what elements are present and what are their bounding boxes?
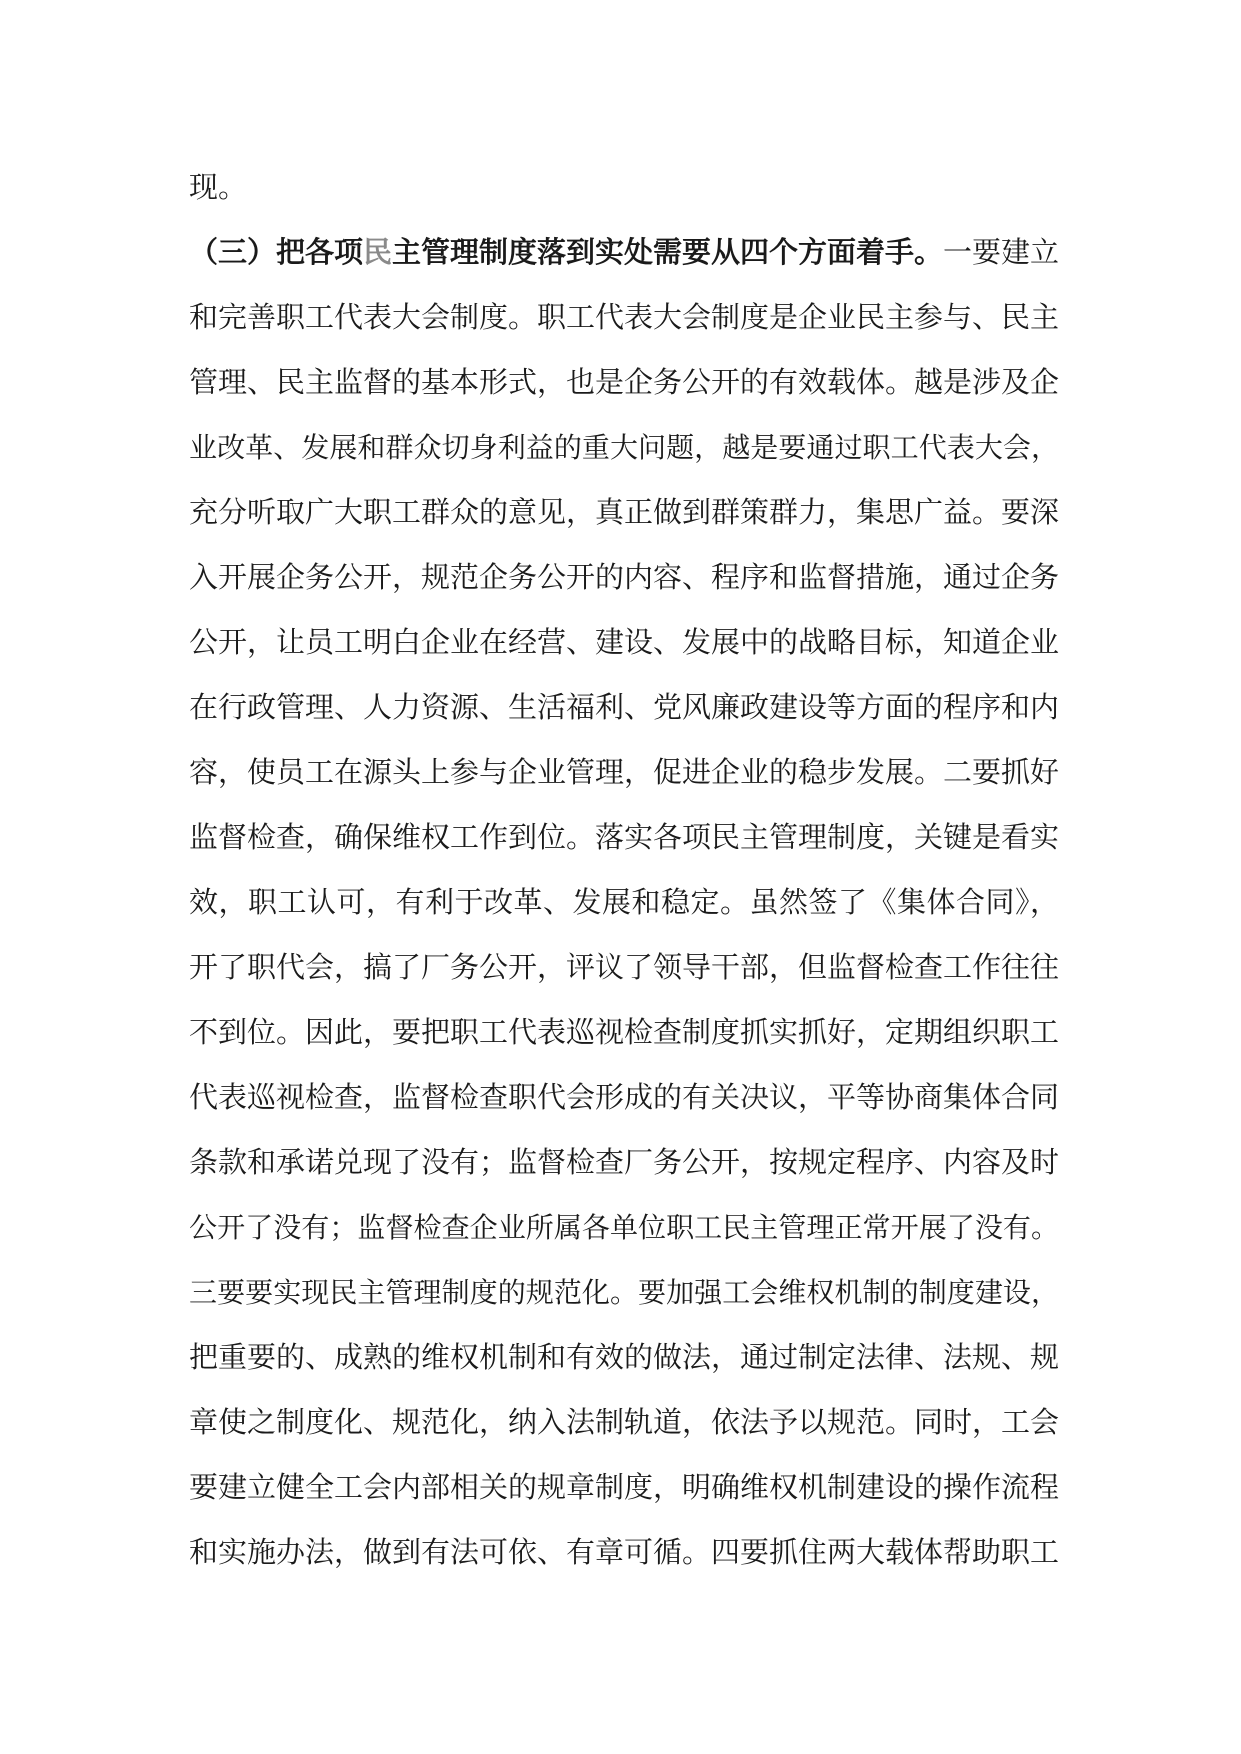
line-text: 要建立健全工会内部相关的规章制度，明确维权机制建设的操作流程 — [189, 1470, 1060, 1504]
text-line — [189, 1065, 1059, 1130]
text-line — [189, 740, 1059, 805]
line-text: 把重要的、成熟的维权机制和有效的做法，通过制定法律、法规、规 — [189, 1340, 1060, 1374]
text-line — [189, 675, 1059, 740]
line-text: 入开展企务公开，规范企务公开的内容、程序和监督措施，通过企务 — [189, 560, 1060, 594]
text-line — [189, 480, 1059, 545]
line-text: 和完善职工代表大会制度。职工代表大会制度是企业民主参与、民主 — [189, 300, 1060, 334]
line-text: 效，职工认可，有利于改革、发展和稳定。虽然签了《集体合同》， — [189, 885, 1059, 919]
line-text: 容，使员工在源头上参与企业管理，促进企业的稳步发展。二要抓好 — [189, 755, 1060, 789]
line-text: 代表巡视检查，监督检查职代会形成的有关决议，平等协商集体合同 — [189, 1080, 1060, 1114]
line-text: 监督检查，确保维权工作到位。落实各项民主管理制度，关键是看实 — [189, 820, 1060, 854]
text-line — [189, 155, 1059, 220]
section-heading-line — [189, 220, 1059, 285]
text-line — [189, 545, 1059, 610]
line-text: 条款和承诺兑现了没有；监督检查厂务公开，按规定程序、内容及时 — [189, 1145, 1060, 1179]
heading-gray-char: 民 — [363, 235, 393, 269]
line-text: 章使之制度化、规范化，纳入法制轨道，依法予以规范。同时，工会 — [189, 1405, 1060, 1439]
text-line — [189, 350, 1059, 415]
line-text: 现。 — [189, 170, 248, 204]
text-line — [189, 1000, 1059, 1065]
text-line — [189, 285, 1059, 350]
line-text: 管理、民主监督的基本形式，也是企务公开的有效载体。越是涉及企 — [189, 365, 1060, 399]
text-line — [189, 415, 1059, 480]
line-text: 一要建立 — [943, 235, 1060, 269]
line-text: 公开了没有；监督检查企业所属各单位职工民主管理正常开展了没有。 — [189, 1211, 1059, 1244]
text-line — [189, 935, 1059, 1000]
section-heading — [189, 235, 943, 269]
body-text — [189, 155, 1059, 1585]
text-line — [189, 1130, 1059, 1195]
line-text: 业改革、发展和群众切身利益的重大问题，越是要通过职工代表大会， — [189, 431, 1059, 464]
line-text: 在行政管理、人力资源、生活福利、党风廉政建设等方面的程序和内 — [189, 690, 1060, 724]
line-text: 三要要实现民主管理制度的规范化。要加强工会维权机制的制度建设， — [189, 1276, 1059, 1309]
text-line — [189, 1390, 1059, 1455]
line-text: 充分听取广大职工群众的意见，真正做到群策群力，集思广益。要深 — [189, 495, 1060, 529]
text-line — [189, 870, 1059, 935]
heading-prefix: （三）把各项 — [189, 235, 364, 269]
line-text: 不到位。因此，要把职工代表巡视检查制度抓实抓好，定期组织职工 — [189, 1015, 1060, 1049]
line-text: 开了职代会，搞了厂务公开，评议了领导干部，但监督检查工作往往 — [189, 950, 1060, 984]
text-line — [189, 1195, 1059, 1260]
heading-suffix: 主管理制度落到实处需要从四个方面着手。 — [392, 235, 944, 269]
line-text: 和实施办法，做到有法可依、有章可循。四要抓住两大载体帮助职工 — [189, 1535, 1060, 1569]
text-line — [189, 1325, 1059, 1390]
text-line — [189, 1520, 1059, 1585]
text-line — [189, 1455, 1059, 1520]
text-line — [189, 805, 1059, 870]
text-line — [189, 1260, 1059, 1325]
line-text: 公开，让员工明白企业在经营、建设、发展中的战略目标，知道企业 — [189, 625, 1060, 659]
text-line — [189, 610, 1059, 675]
